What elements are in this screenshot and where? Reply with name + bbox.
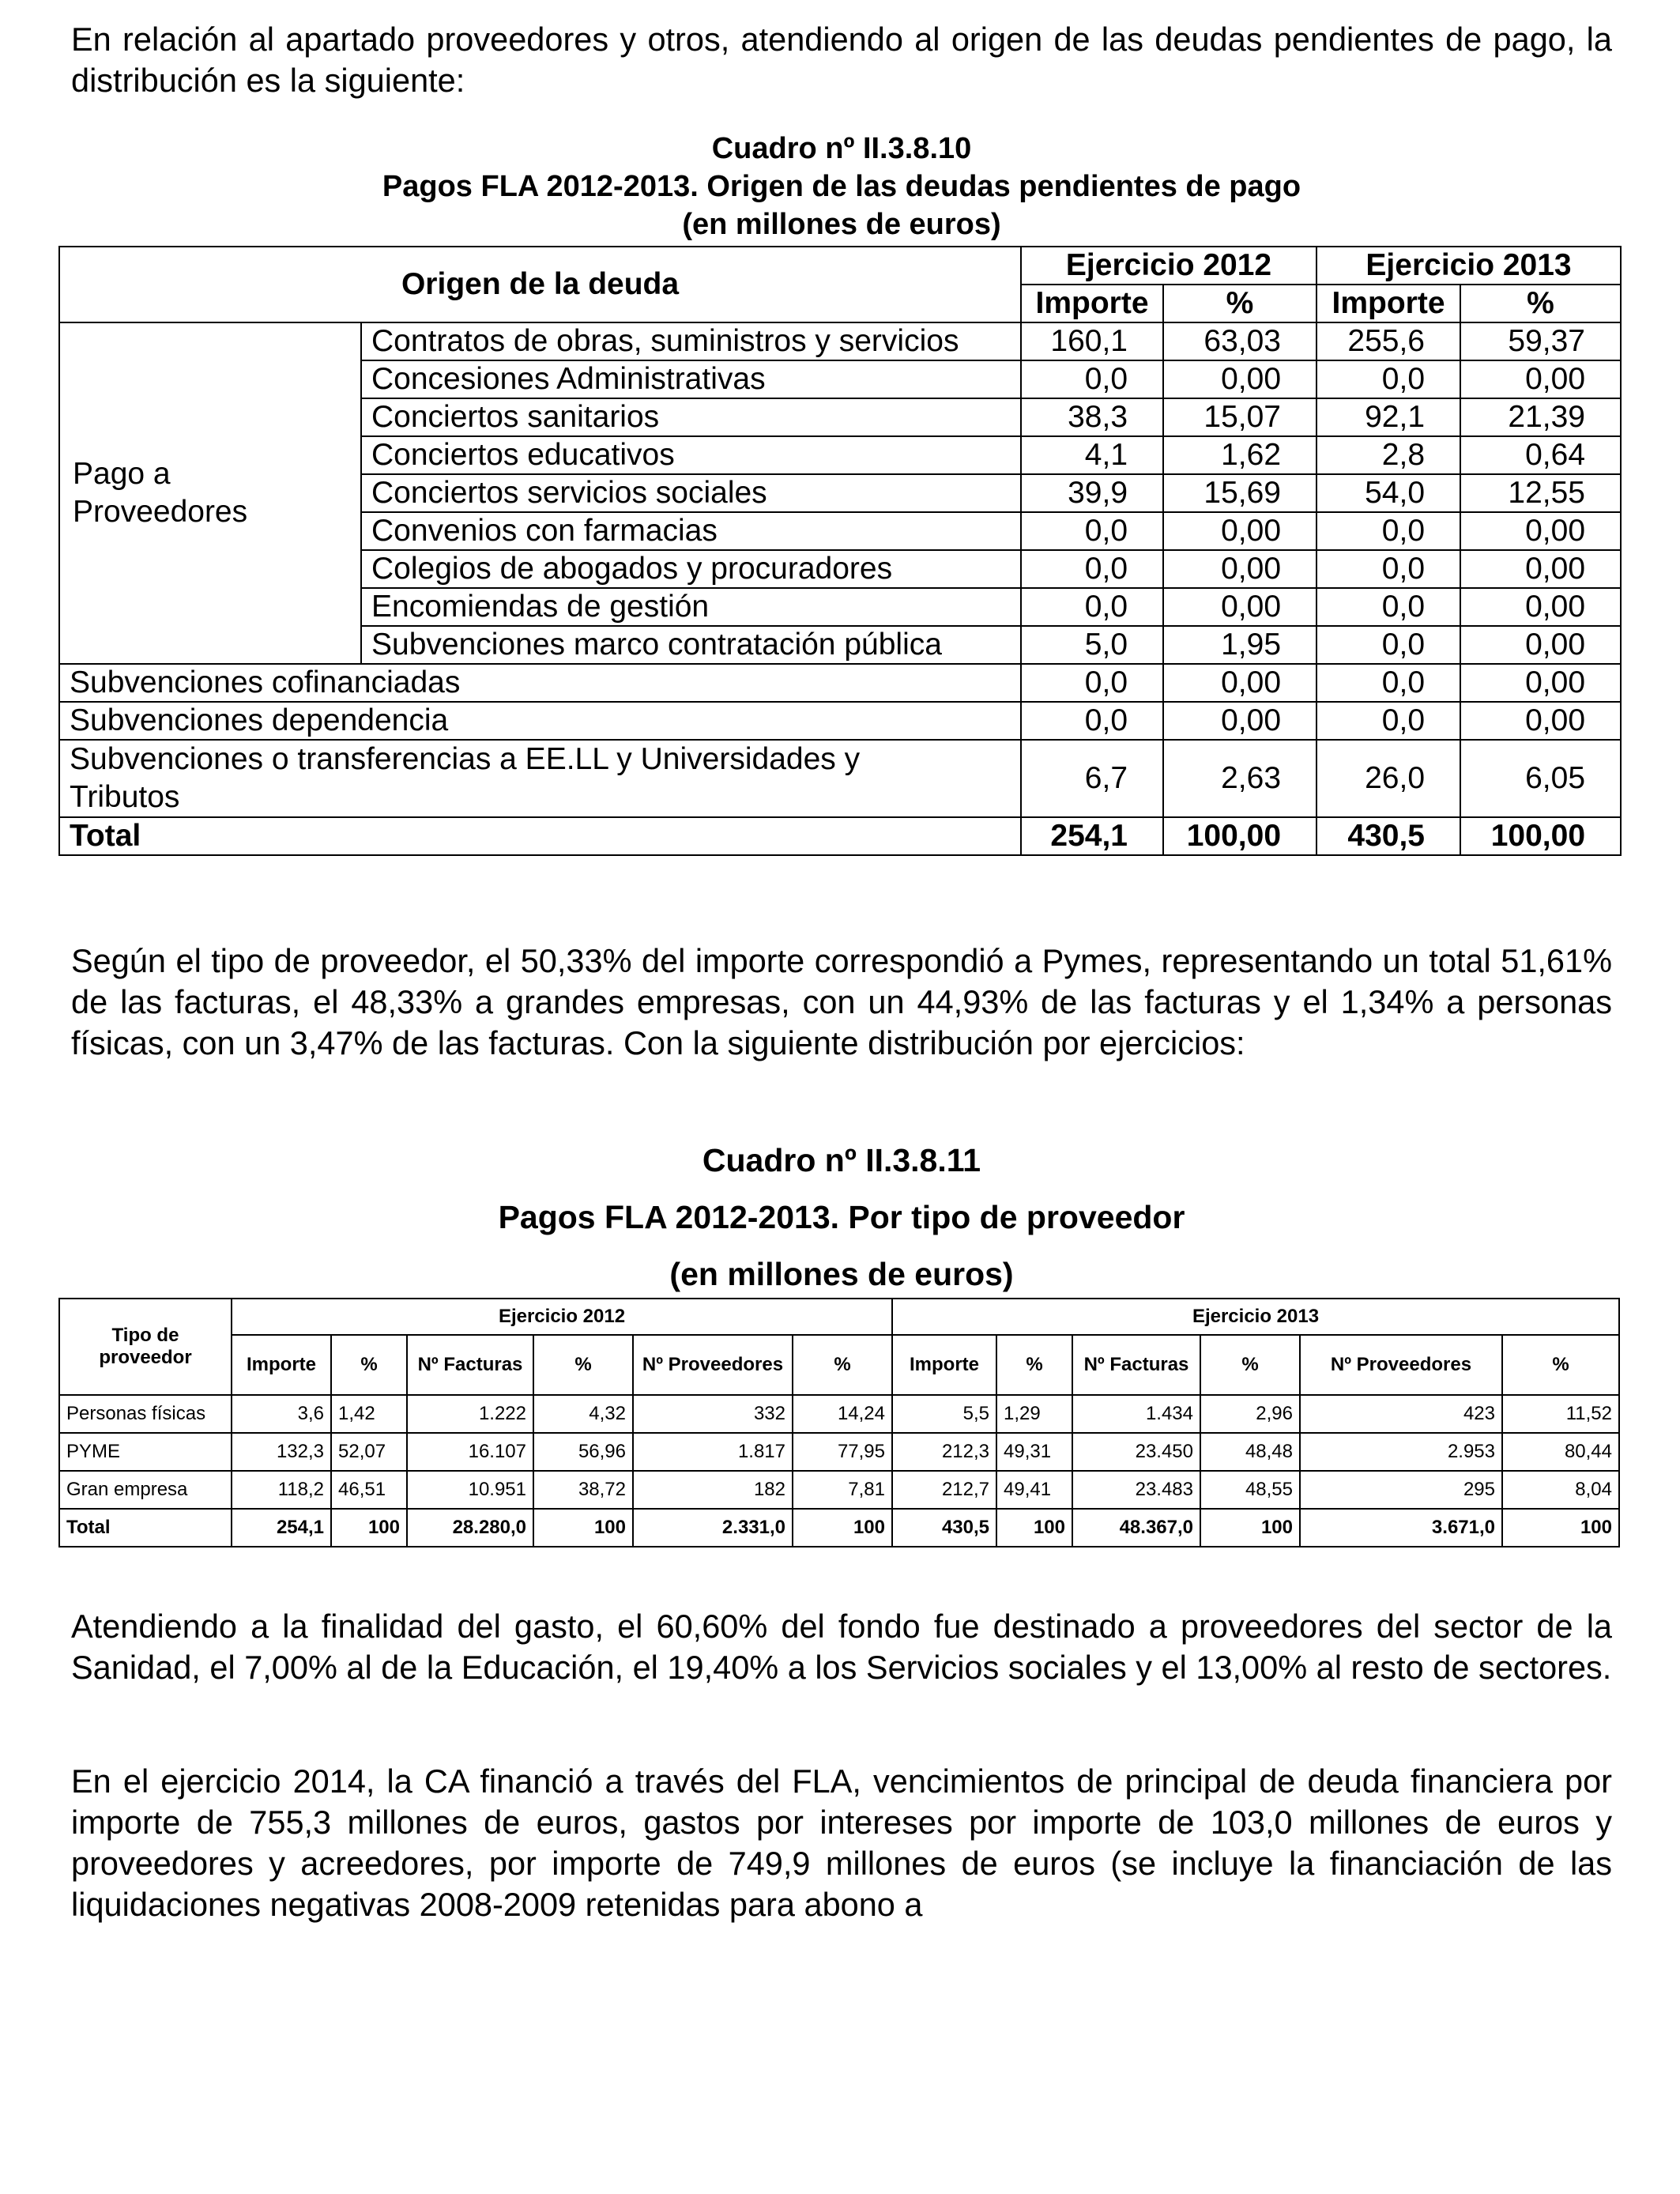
cell-imp2013: 54,0 (1317, 474, 1460, 512)
total-imp2013: 430,5 (1317, 817, 1460, 855)
total-cell: 100 (533, 1509, 633, 1547)
cell-imp2012: 38,3 (1021, 398, 1163, 436)
cell-imp2012: 0,0 (1021, 512, 1163, 550)
cell-pct2013: 0,00 (1460, 588, 1621, 626)
total-row (59, 1509, 1619, 1547)
cell-pct2013: 0,64 (1460, 436, 1621, 474)
cell-imp2012: 6,7 (1021, 740, 1163, 817)
table-cell: 80,44 (1502, 1433, 1619, 1471)
table-row (59, 702, 1621, 740)
table1-caption-number: Cuadro nº II.3.8.10 (711, 132, 972, 165)
table-cell: 1.222 (407, 1395, 533, 1433)
table2-caption-units: (en millones de euros) (669, 1256, 1014, 1292)
cell-imp2012: 0,0 (1021, 664, 1163, 702)
cell-imp2012: 4,1 (1021, 436, 1163, 474)
cell-pct2012: 15,69 (1163, 474, 1317, 512)
table-cell: 423 (1300, 1395, 1502, 1433)
cell-pct2012: 2,63 (1163, 740, 1317, 817)
table-cell: 11,52 (1502, 1395, 1619, 1433)
table-cell: 8,04 (1502, 1471, 1619, 1509)
row-label: Encomiendas de gestión (361, 588, 1021, 626)
total-pct2012: 100,00 (1163, 817, 1317, 855)
cell-pct2012: 0,00 (1163, 550, 1317, 588)
table-cell: 118,2 (232, 1471, 331, 1509)
cell-pct2012: 0,00 (1163, 702, 1317, 740)
total-cell: 430,5 (892, 1509, 996, 1547)
table-cell: 49,41 (996, 1471, 1072, 1509)
cell-imp2012: 0,0 (1021, 550, 1163, 588)
group-label-pago-proveedores: Pago a Proveedores (59, 322, 361, 664)
row-label: Subvenciones cofinanciadas (59, 664, 1021, 702)
table-cell: 1.817 (633, 1433, 793, 1471)
row-label: Concesiones Administrativas (361, 360, 1021, 398)
subheader-pct: % (533, 1335, 633, 1395)
total-imp2012: 254,1 (1021, 817, 1163, 855)
row-label: Conciertos servicios sociales (361, 474, 1021, 512)
cell-imp2012: 0,0 (1021, 702, 1163, 740)
table1-caption-units: (en millones de euros) (682, 208, 1001, 241)
table2-caption-number: Cuadro nº II.3.8.11 (702, 1142, 981, 1178)
row-label: Conciertos educativos (361, 436, 1021, 474)
row-label: Convenios con farmacias (361, 512, 1021, 550)
row-label: Colegios de abogados y procuradores (361, 550, 1021, 588)
table-row (59, 1433, 1619, 1471)
cell-imp2012: 5,0 (1021, 626, 1163, 664)
cell-pct2013: 0,00 (1460, 550, 1621, 588)
cell-pct2013: 0,00 (1460, 360, 1621, 398)
cell-imp2013: 255,6 (1317, 322, 1460, 360)
header-year-2012: Ejercicio 2012 (1021, 247, 1317, 285)
row-label: Subvenciones o transferencias a EE.LL y Universidades y Tributos (59, 740, 1021, 817)
cell-pct2012: 0,00 (1163, 588, 1317, 626)
table-cell: 332 (633, 1395, 793, 1433)
table2-caption (71, 1132, 1612, 1302)
cell-imp2013: 0,0 (1317, 702, 1460, 740)
total-cell: 100 (1200, 1509, 1300, 1547)
intro-paragraph: En relación al apartado proveedores y otros, atendiendo al origen de las deudas pendientes de pago, la distribución es la siguiente: (71, 21, 1612, 99)
cell-imp2013: 0,0 (1317, 550, 1460, 588)
table-row (59, 322, 1621, 360)
subheader-proveedores: Nº Proveedores (1300, 1335, 1502, 1395)
paragraph-2014-financing: En el ejercicio 2014, la CA financió a través del FLA, vencimientos de principal de deuda financiera por importe de 755,3 millones de euros, gastos por intereses por importe de 103,0 millones de euros y proveedores y acreedores, por importe de 749,9 millones de euros (se incluye la financiación de las liquidaciones negativas 2008-2009 retenidas para abono a (71, 1762, 1612, 1923)
table-cell: 1,29 (996, 1395, 1072, 1433)
total-label: Total (59, 817, 1021, 855)
subheader-facturas: Nº Facturas (1072, 1335, 1200, 1395)
table-cell: 56,96 (533, 1433, 633, 1471)
table-cell: 38,72 (533, 1471, 633, 1509)
subheader-facturas: Nº Facturas (407, 1335, 533, 1395)
row-label: Personas físicas (59, 1395, 232, 1433)
row-label: Subvenciones dependencia (59, 702, 1021, 740)
table-cell: 16.107 (407, 1433, 533, 1471)
table-cell: 7,81 (793, 1471, 892, 1509)
cell-imp2012: 160,1 (1021, 322, 1163, 360)
table-cell: 48,55 (1200, 1471, 1300, 1509)
table-cell: 23.483 (1072, 1471, 1200, 1509)
cell-imp2013: 26,0 (1317, 740, 1460, 817)
table-cell: 49,31 (996, 1433, 1072, 1471)
table-cell: 77,95 (793, 1433, 892, 1471)
header2-year-2013: Ejercicio 2013 (892, 1299, 1619, 1335)
table-cell: 10.951 (407, 1471, 533, 1509)
cell-imp2013: 0,0 (1317, 664, 1460, 702)
cell-pct2013: 21,39 (1460, 398, 1621, 436)
cell-pct2013: 59,37 (1460, 322, 1621, 360)
table-cell: 14,24 (793, 1395, 892, 1433)
table1-caption (71, 130, 1612, 243)
total-cell: 254,1 (232, 1509, 331, 1547)
cell-imp2012: 0,0 (1021, 360, 1163, 398)
row-label: Subvenciones marco contratación pública (361, 626, 1021, 664)
paragraph-expense-purpose: Atendiendo a la finalidad del gasto, el 60,60% del fondo fue destinado a proveedores del sector de la Sanidad, el 7,00% al de la Educación, el 19,40% a los Servicios sociales y el 13,00% al resto de sectores. (71, 1608, 1612, 1686)
cell-pct2012: 0,00 (1163, 664, 1317, 702)
cell-imp2013: 0,0 (1317, 588, 1460, 626)
debt-origin-table (58, 246, 1622, 856)
cell-pct2012: 1,62 (1163, 436, 1317, 474)
total-pct2013: 100,00 (1460, 817, 1621, 855)
total-label: Total (59, 1509, 232, 1547)
table-cell: 212,7 (892, 1471, 996, 1509)
header-year-2013: Ejercicio 2013 (1317, 247, 1621, 285)
cell-imp2012: 39,9 (1021, 474, 1163, 512)
header2-year-2012: Ejercicio 2012 (232, 1299, 892, 1335)
cell-imp2013: 92,1 (1317, 398, 1460, 436)
table2-caption-title: Pagos FLA 2012-2013. Por tipo de proveedor (498, 1199, 1185, 1235)
row-label: Gran empresa (59, 1471, 232, 1509)
subheader-pct: % (331, 1335, 407, 1395)
total-row (59, 817, 1621, 855)
subheader-proveedores: Nº Proveedores (633, 1335, 793, 1395)
row-label: Contratos de obras, suministros y servicios (361, 322, 1021, 360)
total-cell: 100 (1502, 1509, 1619, 1547)
total-cell: 2.331,0 (633, 1509, 793, 1547)
cell-imp2013: 2,8 (1317, 436, 1460, 474)
cell-pct2012: 0,00 (1163, 360, 1317, 398)
table-cell: 132,3 (232, 1433, 331, 1471)
table-cell: 48,48 (1200, 1433, 1300, 1471)
table-cell: 4,32 (533, 1395, 633, 1433)
table-cell: 46,51 (331, 1471, 407, 1509)
table-row (59, 740, 1621, 817)
header-tipo-proveedor: Tipo de proveedor (59, 1299, 232, 1395)
cell-pct2013: 0,00 (1460, 512, 1621, 550)
cell-pct2012: 63,03 (1163, 322, 1317, 360)
table-cell: 3,6 (232, 1395, 331, 1433)
row-label: Conciertos sanitarios (361, 398, 1021, 436)
subheader-pct: % (793, 1335, 892, 1395)
table-row (59, 1395, 1619, 1433)
row-label: PYME (59, 1433, 232, 1471)
cell-pct2012: 15,07 (1163, 398, 1317, 436)
table1-caption-title: Pagos FLA 2012-2013. Origen de las deudas pendientes de pago (382, 170, 1301, 203)
cell-pct2012: 1,95 (1163, 626, 1317, 664)
table-cell: 5,5 (892, 1395, 996, 1433)
table-cell: 182 (633, 1471, 793, 1509)
table-cell: 2,96 (1200, 1395, 1300, 1433)
subheader-pct: % (996, 1335, 1072, 1395)
table-cell: 1.434 (1072, 1395, 1200, 1433)
total-cell: 100 (793, 1509, 892, 1547)
total-cell: 3.671,0 (1300, 1509, 1502, 1547)
cell-imp2013: 0,0 (1317, 360, 1460, 398)
header-importe-2013: Importe (1317, 285, 1460, 322)
header-importe-2012: Importe (1021, 285, 1163, 322)
cell-imp2012: 0,0 (1021, 588, 1163, 626)
header-origin: Origen de la deuda (59, 247, 1021, 322)
total-cell: 100 (331, 1509, 407, 1547)
cell-pct2012: 0,00 (1163, 512, 1317, 550)
table-cell: 23.450 (1072, 1433, 1200, 1471)
header-pct-2012: % (1163, 285, 1317, 322)
total-cell: 100 (996, 1509, 1072, 1547)
table-cell: 1,42 (331, 1395, 407, 1433)
table-cell: 2.953 (1300, 1433, 1502, 1471)
provider-type-table (58, 1298, 1620, 1547)
table-row (59, 1471, 1619, 1509)
header-pct-2013: % (1460, 285, 1621, 322)
subheader-pct: % (1502, 1335, 1619, 1395)
cell-pct2013: 0,00 (1460, 664, 1621, 702)
table-row (59, 664, 1621, 702)
total-cell: 28.280,0 (407, 1509, 533, 1547)
cell-pct2013: 0,00 (1460, 702, 1621, 740)
table-cell: 295 (1300, 1471, 1502, 1509)
subheader-pct: % (1200, 1335, 1300, 1395)
subheader-importe: Importe (892, 1335, 996, 1395)
table-cell: 52,07 (331, 1433, 407, 1471)
cell-pct2013: 6,05 (1460, 740, 1621, 817)
subheader-importe: Importe (232, 1335, 331, 1395)
cell-imp2013: 0,0 (1317, 626, 1460, 664)
cell-pct2013: 0,00 (1460, 626, 1621, 664)
total-cell: 48.367,0 (1072, 1509, 1200, 1547)
table-cell: 212,3 (892, 1433, 996, 1471)
cell-pct2013: 12,55 (1460, 474, 1621, 512)
paragraph-provider-type: Según el tipo de proveedor, el 50,33% del importe correspondió a Pymes, representando un total 51,61% de las facturas, el 48,33% a grandes empresas, con un 44,93% de las facturas y el 1,34% a personas físicas, con un 3,47% de las facturas. Con la siguiente distribución por ejercicios: (71, 942, 1612, 1061)
cell-imp2013: 0,0 (1317, 512, 1460, 550)
